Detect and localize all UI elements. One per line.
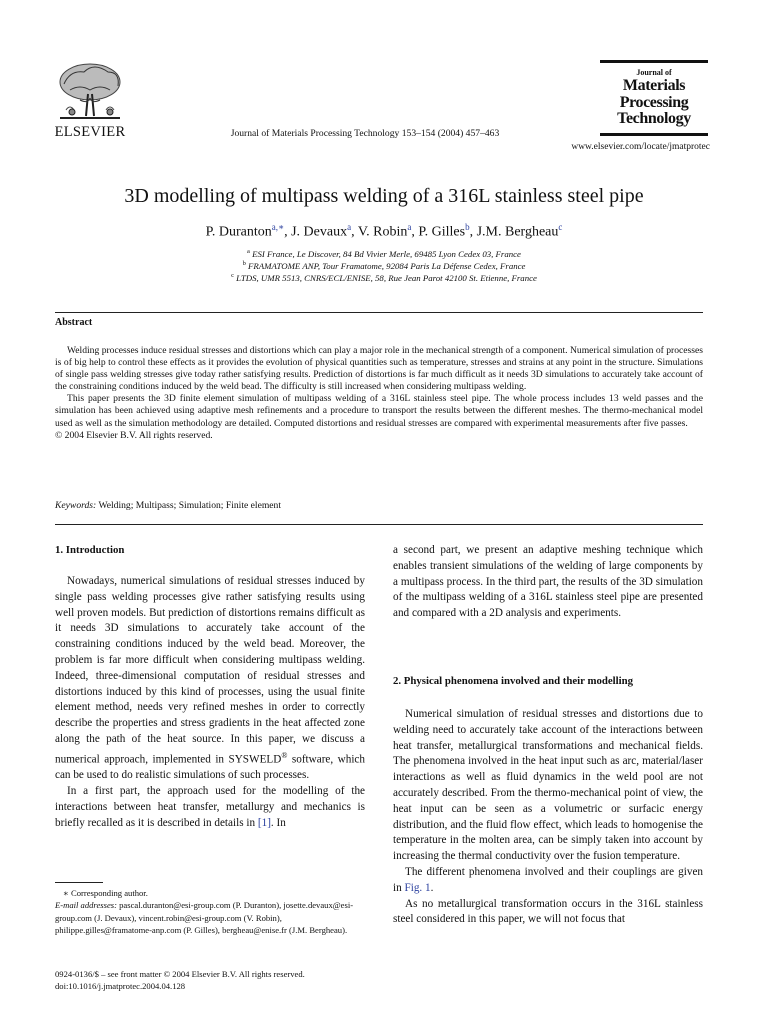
affiliation-c: $^c$ LTDS, UMR 5513, CNRS/ECL/ENISE, 58, Rue Jean Parot 42100 St. Etienne, France — [231, 272, 537, 283]
author-name: P. Duranton — [205, 224, 272, 240]
divider-bottom — [55, 524, 703, 525]
journal-logo-line3: Technology — [617, 110, 691, 127]
journal-logo-prefix: Journal of — [636, 68, 672, 77]
author-name: J. Devaux — [291, 224, 348, 240]
corresponding-author-note: ∗ Corresponding author. — [63, 888, 148, 898]
doi-line[interactable]: doi:10.1016/j.jmatprotec.2004.04.128 — [55, 981, 186, 992]
reference-link-1[interactable]: [1] — [257, 816, 271, 829]
divider-top — [55, 312, 703, 313]
author-affiliation-mark[interactable]: a,∗ — [271, 222, 285, 232]
journal-logo-box — [600, 60, 708, 136]
section-1-heading: 1. Introduction — [55, 544, 125, 556]
section-2-heading: 2. Physical phenomena involved and their modelling — [393, 675, 634, 687]
abstract-paragraph-2: This paper presents the 3D finite element simulation of multipass welding of a 316L stainless steel pipe. The whole process includes 13 weld passes and the simulation has been achieved using adaptive mesh refinements and a procedure to transport the results between the different meshes. The thermo-mechanical model used as well as the simulation methodology are detailed. Computed distortions and residual stresses are compared with experimental measurements after five passes. — [55, 393, 703, 429]
author-affiliation-mark[interactable]: c — [558, 222, 563, 232]
left-column — [55, 574, 365, 831]
affiliation-a: $^a$ ESI France, Le Discover, 84 Bd Vivier Merle, 69485 Lyon Cedex 03, France — [247, 248, 521, 259]
right-column-section-2 — [393, 707, 703, 928]
author-affiliation-mark[interactable]: b — [465, 222, 470, 232]
publisher-name: ELSEVIER — [54, 124, 126, 140]
author-name: J.M. Bergheau — [476, 224, 559, 240]
author-name: V. Robin — [357, 224, 408, 240]
journal-logo-line1: Materials — [622, 77, 686, 94]
footnotes — [55, 887, 375, 937]
keywords-label: Keywords: — [55, 500, 97, 511]
journal-citation: Journal of Materials Processing Technology 153–154 (2004) 457–463 — [230, 128, 500, 139]
section-2-paragraph-3: As no metallurgical transformation occurs in the 316L stainless steel considered in this paper, we will not focus that — [393, 897, 703, 926]
abstract-body — [55, 345, 703, 442]
author-affiliation-mark[interactable]: a — [407, 222, 412, 232]
intro-continuation: a second part, we present an adaptive meshing technique which enables transient simulations of the welding of large components by a multipass process. In the third part, the results of the 3D simulation of the multipass welding of a 316L stainless steel pipe are presented and compared with a 2D analysis and experiments. — [393, 544, 703, 620]
front-matter — [55, 968, 385, 993]
affiliation-b: $^b$ FRAMATOME ANP, Tour Framatome, 92084 Paris La Défense Cedex, France — [242, 260, 526, 271]
keywords — [55, 500, 703, 511]
author-list: P. Duranton$^{a,∗}$, J. Devaux$^a$, V. Robin$^a$, P. Gilles$^b$, J.M. Bergheau$^c$ — [205, 222, 563, 240]
intro-paragraph-1: Nowadays, numerical simulations of residual stresses induced by single pass welding processes give rather satisfying results using well proven models. But prediction of distortions remains difficult as it needs 3D simulations to accurately take account of the constraining conditions induced by the weld bead. Moreover, the problem is far more difficult when considering multipass welding. Indeed, three-dimensional computation of residual stresses and distortions induced by this kind of processes, using the usual finite element method, needs very refined meshes in order to correctly describe the properties and stress gradients in the heat affected zone along the path of the heat source. In this paper, we discuss a numerical approach, implemented in SYSWELD® software, which can be used to do realistic simulations of such processes. — [55, 575, 365, 782]
figure-link-1[interactable]: Fig. 1 — [404, 881, 431, 894]
author-affiliation-mark[interactable]: a — [347, 222, 352, 232]
email-addresses: E-mail addresses: pascal.duranton@esi-group.com (P. Duranton), josette.devaux@esi-group.com (J. Devaux), vincent.robin@esi-group.com (V. Robin), philippe.gilles@framatome-anp.com (P. Gilles), bergheau@enise.fr (J.M. Bergheau). — [55, 900, 354, 936]
journal-url[interactable]: www.elsevier.com/locate/jmatprotec — [571, 142, 710, 152]
section-2-paragraph-1: Numerical simulation of residual stresses and distortions due to welding need to accurately take account of the interactions between heat transfer, metallurgical transformations and mechanical fields. The phenomena involved in the heat input such as arc, material/laser interactions as well as fluid dynamics in the weld pool are not accurately described. From the thermo-mechanical point of view, the heat input can be seen as a volumetric or surfacic energy distribution, and the fluid flow effect, which leads to homogenise the temperature in the molten area, can be simply taken into account by increasing the thermal conductivity over the fusion temperature. — [393, 708, 703, 863]
issn-line: 0924-0136/$ – see front matter © 2004 Elsevier B.V. All rights reserved. — [55, 969, 305, 979]
abstract-copyright: © 2004 Elsevier B.V. All rights reserved. — [55, 429, 213, 441]
abstract-paragraph-1: Welding processes induce residual stresses and distortions which can play a major role in the mechanical strength of a component. Numerical simulation of processes is of big help to control these effects as it provides the evolution of physical quantities such as temperature, stresses and strains at any point in the structure. Simulations of single pass welding stresses give today rather satisfying results. Prediction of distortions is far much difficult as it needs 3D simulations to accurately take account of the constraining conditions induced by the weld bead. The difficulty is still increased when considering multipass welding. — [55, 345, 703, 393]
author-name: P. Gilles — [418, 224, 466, 240]
footnote-rule — [55, 882, 103, 883]
journal-logo-line2: Processing — [619, 93, 689, 111]
section-2-paragraph-2: The different phenomena involved and their couplings are given in Fig. 1. — [393, 865, 703, 894]
right-column-top — [393, 543, 703, 622]
abstract-heading: Abstract — [55, 317, 93, 328]
intro-paragraph-2: In a first part, the approach used for the modelling of the interactions between heat transfer, metallurgy and mechanics is briefly recalled as it is described in details in [1]. In — [55, 785, 365, 829]
keywords-list: Welding; Multipass; Simulation; Finite element — [98, 500, 282, 511]
article-title: 3D modelling of multipass welding of a 316L stainless steel pipe — [124, 185, 644, 207]
